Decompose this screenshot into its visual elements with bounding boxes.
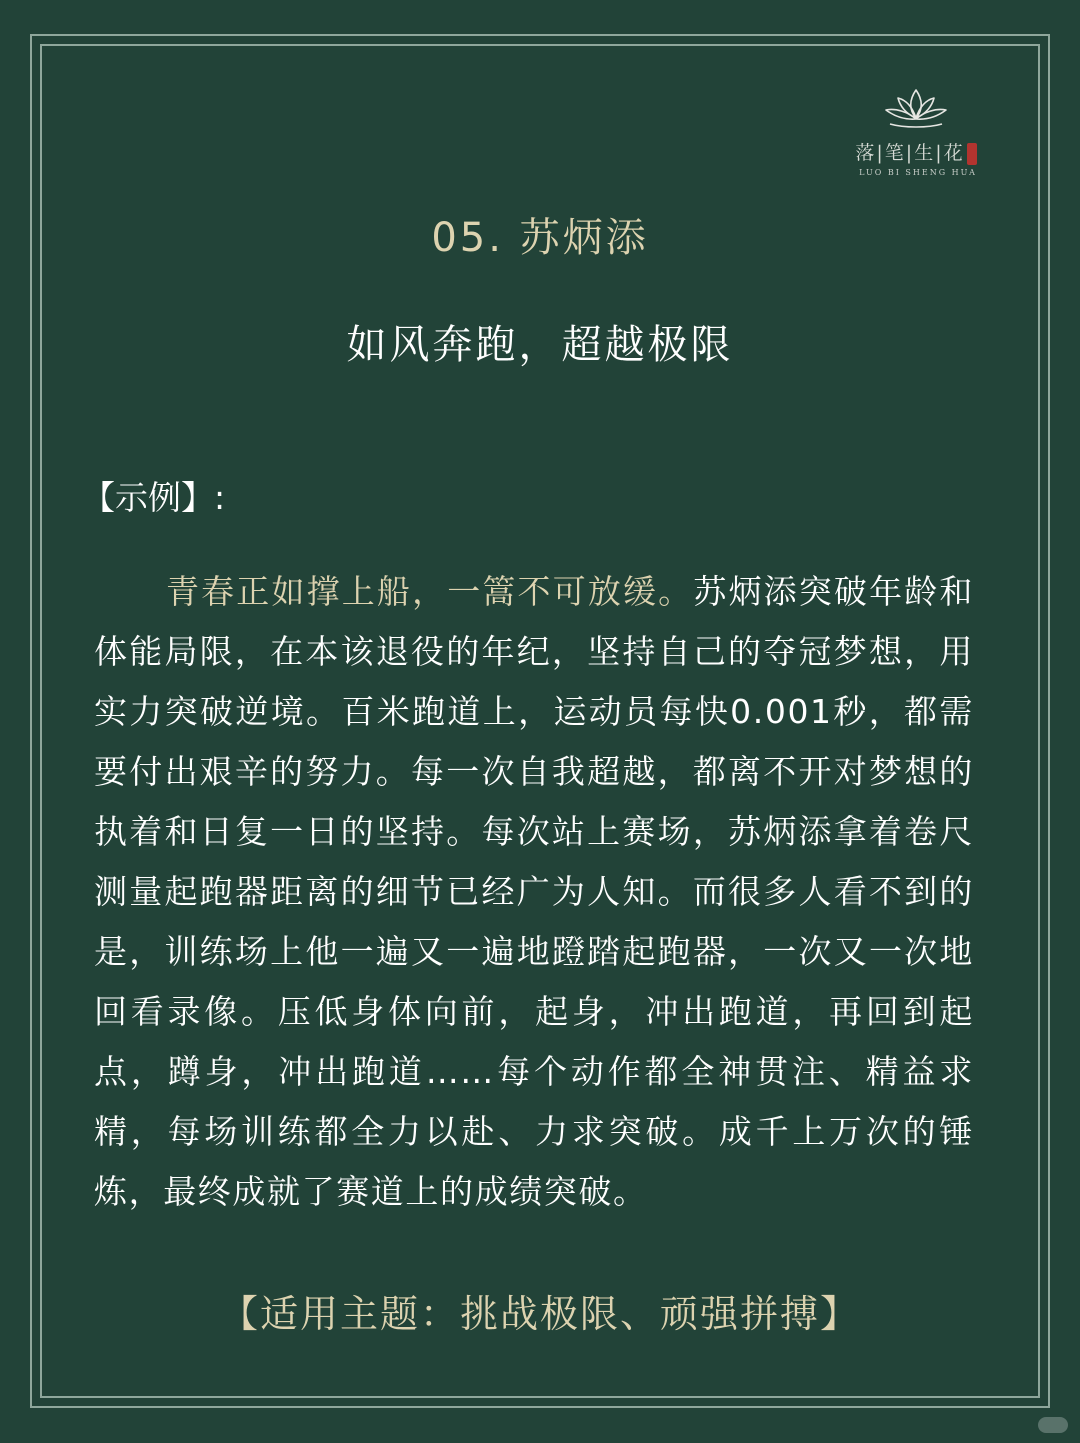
paragraph-highlight: 青春正如撑上船，一篙不可放缓。 <box>166 572 694 611</box>
paragraph-body: 苏炳添突破年龄和体能局限，在本该退役的年纪，坚持自己的夺冠梦想，用实力突破逆境。百米跑道上，运动员每快0.001秒，都需要付出艰辛的努力。每一次自我超越，都离不开对梦想的执着和日复一日的坚持。每次站上赛场，苏炳添拿着卷尺测量起跑器距离的细节已经广为人知。而很多人看不到的是，训练场上他一遍又一遍地蹬踏起跑器，一次又一次地回看录像。压低身体向前，起身，冲出跑道，再回到起点，蹲身，冲出跑道……每个动作都全神贯注、精益求精，每场训练都全力以赴、力求突破。成千上万次的锤炼，最终成就了赛道上的成绩突破。 <box>94 572 974 1211</box>
applicable-topic: 【适用主题：挑战极限、顽强拼搏】 <box>219 1292 860 1336</box>
example-label: 【示例】: <box>82 478 226 517</box>
page-title: 05. 苏炳添 <box>431 215 649 261</box>
example-paragraph <box>94 562 974 1222</box>
seal-stamp <box>967 143 977 165</box>
logo-romanization: LUO BI SHENG HUA <box>859 168 977 177</box>
page-subtitle: 如风奔跑，超越极限 <box>346 322 734 368</box>
logo-text: 落|笔|生|花 <box>836 138 996 165</box>
lotus-icon <box>876 86 956 132</box>
watermark-badge <box>1038 1417 1068 1433</box>
brand-logo <box>836 86 996 186</box>
